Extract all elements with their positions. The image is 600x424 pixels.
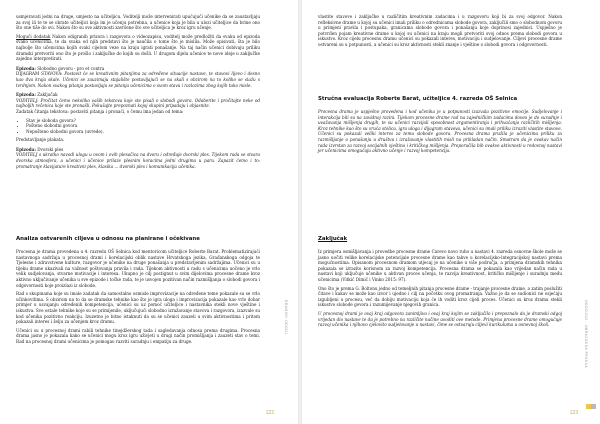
episode-2 [16,92,260,114]
episode-1 [16,66,260,88]
analysis-heading: Analiza ostvarenih ciljeva u odnosu na planirane i očekivane [16,236,200,242]
conclusion-paragraph-2: Ono što je prema G. Boltonu jedno od temeljnih pitanja procesne drame - trajanje procesne drame, a zatim poslužiti čitave i kakav se može kao izvor i ujedno i cilj na početku ovog promatranja. Važno je da se sudionici ne osjećaju izgubljeni u procesu, već da dobiju motivaciju koja će ih voditi kroz cijeli proces. Učenici su kroz dramu stekli iskustvo slobode govora i razumijevanje njegovih granica. [318,285,562,308]
list-item: • Stav je sloboda govora? [26,118,260,124]
conclusion-paragraph-3: U procesnoj drami je ovaj kraj odgovora zanimljivo i ovaj kraj kojim se zaključilo i prepoznalo da je dramski odgoj vrijedan dio nastave te da je potrebno na različite načine uvoditi ove metode. Primjena procesne drame omogućuje razvoj učenika i njihovo cjelovito sudjelovanje u nastavi, čime se ostvaruju ciljevi kurikuluma u osnovnoj školi. [318,310,562,328]
right-side-running-title: ODGOJNO - OBRAZOVNA PRAKSA [584,300,588,369]
evaluation-heading: Stručna evaluacija Roberte Barat, učiteljice 4. razreda OŠ Selnica [318,96,518,102]
right-top-block [318,14,562,51]
left-page-number: 122 [265,410,274,416]
right-top-paragraph: vlastite stavove i zaključke u različitim kreativnim zadacima i u razgovoru koji bi za svoj odgovor. Nakon refleksivne drame u kojoj su učenici imali priliku o odrednicama slobode govora, zaključili smo o slobodnom govoru u primjeni pravila i postupaka, granicama slobode govora i ponašanju koje doprinosi zajednici. Uspješno je potvrđen pojam kreativne drame u kojoj su učenici na kraju mogli pretvoriti svoj odnos prema slobodi govora u iskustvo. Kroz cijelu procesnu dramu učenici su pokazali interes, motivaciju i sudjelovanje. Ciljevi procesne drame ostvareni su u potpunosti, a učenici su kroz aktivnosti stekli znanje i vještine o slobodi govora i odgovornosti. [318,14,562,47]
media-label: Mogući dodatak [16,33,51,39]
episode-2-after: Predstavljanje plakata. [16,137,65,143]
media-paragraph [16,34,260,62]
left-top-block [16,14,260,172]
right-evaluation-block [318,96,562,157]
left-side-running-title: DRAMSKI ODGOJ [284,300,288,335]
episode-1-text: Postavit će se kreativnim pitanjima za određene situacije nastave, te stavovi lijevo i desno kao dva kraja skale. Učenici se zauzimaju stajalište postavljajući se na skali s obzirom na to koliko se slažu s tvrdnjom. Nakon svakog pitanja postavljaju se pitanja učenicima o svom stavu i razlozima zbog kojih tako misle. [16,71,260,88]
episode-2-title: Zaključak [37,92,58,98]
analysis-paragraph-1: Procesna je drama provedena u 4. razredu OŠ Selnica kod mentoricom učiteljice Roberte Barat. Problematizirajući nastavnoga sadržaja u procesnoj drami i korelacijski oblik nastave Hrvatskoga jezika, Građanskoga odgoja te Tjelesne i zdravstvene kulture, razgovor je učenike na druge ponašanja u predstavljenim sadržajima. Učenici su u tijeku drame ukazivali na važnost poštovanja pravila i rada. Tijekom aktivnosti u radu s učenicima uočeno je vrlo velik sudjelovanja, stvarne motivacije i interesa. Ukupno je cilj postignut u svim dijelovima procesne drame kroz aktivno uključivanje učenika u sve epizode i točke rada, te je usvojen pozitivan način razmišljanja o slobodi govora i odgovornosti koje proizlazi iz slobode. [16,249,260,288]
right-conclusion-block [318,236,562,331]
list-item: • Nepošteno slobodni govora (uvrede). [26,129,260,135]
left-page [0,0,298,424]
list-item: • Pošteno slobodni govora [26,123,260,129]
episode-3 [16,147,260,169]
grey-corner-swatch [591,404,596,409]
media-text: Nakon odigranih prizora i razgovora o videozapisu, voditelj može predložiti da svaku od epizoda svako ucenicima, te da svaka od njih predstavi što je naučila o tome što je mislila. Može opisivati, šta je bilo najbolje što učenicima kojih svaki cijelom veze na kraju igrati ponašanje. Na taj način učenici dobivaju priliku dramski pretvoriti ono što je prošlo i zaključke do kojih su došli. U drugom dijelu učenice te nove ideje u zaključke zajedno interpretirati. [16,33,260,62]
episode-1-label: Epizoda: [16,65,36,71]
left-analysis-block [16,236,260,348]
episode-2-label: Epizoda: [16,92,36,98]
conclusion-paragraph-1: Iz primjera osmišljavanja i provedbe procesne drame Carevo novo ruho u nastavi 4. razreda osnovne škole može se jasno uočiti velike korelacijske potencijale procesne drame kao takve u korelacijsko-integracijskoj nastavi prema mogućnostima. Opisanom procesnom dramom utjecaj je na učenike u više područja, a primjena dramskih tehnika pokazala se izrazito korisnom za razvoj kompetencija. Procesna drama se pokazala kao vrijedan način rada u nastavi koji uključuje učenike u aktivan proces učenja, te razvija kreativnost, kritičko mišljenje i suradnju među učenicima (Vitkić Dimić i Vinko 2015: 97). [318,249,562,282]
conclusion-heading: Zaključak [318,236,348,242]
right-page [302,0,600,424]
episode-2-text: VODITELJ: Pročitat ćemo nekoliko vaših tekstova koje ste pisali o slobodi govora. Odaberite i pročitajte neke od najboljih rečenica koje ste pronašli. Pokušajte prepoznati kojoj skupini pripadaju i objasnite. [16,97,260,109]
evaluation-paragraph: Procesna drama je uspješno provedena i kod učenika je u potpunosti izazvala pozitivne emocije. Sudjelovanje i interakcija bili su na zavidnoj razini. Tijekom procesne drame rad na zajedničkim zadacima doveo je do suradnje i uvažavanja mišljenja drugih, te su učenici razvijali sposobnost argumentiranja i prihvaćanja različitih mišljenja. Kroz tehnike kao što su vruća stolica, igra uloga i dijagram stavova, učenici su imali priliku izraziti vlastite stavove. Učenici su pokazali veliki interes za temu slobode govora. Procesna drama pružila je učenicima priliku za razmišljanje o ponašanju u društvu i izražavanje vlastitih misli na prikladan način. Smatram da je ovakav način rada izvrstan za razvoj socijalnih vještina i kritičkog mišljenja. Preporučila bih ovakve aktivnosti u redovnoj nastavi jer učenicima omogućuju aktivno učenje i razvoj kompetencija. [318,109,562,154]
episode-3-label: Epizoda: [16,146,36,152]
analysis-paragraph-3: Učenici su u procesnoj drami rabili tehnike tinejdžerskog tada i sagledavanja odnosa prema drugima. Procesna drama jasno je pokazala kako se učenici mogu kroz igru uživjeti u drugi način promišljanja i zauzeti stav o temi. Rad na procesnoj drami učenicima je pomogao razviti suradnju i empatiju za druge. [16,327,260,344]
episode-2-bullets [16,118,260,135]
episode-1-diagram: DIJAGRAM STAVOVA: [16,71,63,77]
episode-3-title: Dvorski ples [37,146,64,152]
episode-3-text: VODITELJ s ukratko navodi ulogu u ovom i ovih plesačica na dvoru i određuje dvorski ples. Tijekom rada se stvara dvorska atmosfera, a učenici i učenice prilaze plesnim koracima jedni drugima u paru. Zapazit ćemo i to: promatranje klavijature kreativni ples, klasika ... dvorski ples i komunikacija učenika. [16,152,260,169]
left-top-paragraph: usmjeravati jedni na druge, umjesto na učiteljicu. Voditelji može intervenirati upućujući učenike da se zaustavljaju za svoj ili te te se obrate učiteljici koja im je učenju potrebna, a učenice koja je bila u ulozi učiteljice da brine ono što one tiše do svi. Nakon što su sve aktivnosti završene što sve učiteljica je kroz igru učenje. [16,14,260,31]
right-page-number: 123 [569,410,578,416]
episode-1-title: Slobodno govoru - pro et contra [37,65,105,71]
analysis-paragraph-2: Rad s skupinama koje su imale zadatak da samostalno osmisle improvizacije na određene teme pokazale su se vrlo učinkovitima. S obzirom na to da se dramske tehnike kao što je igra uloga i improvizacija pokazale kao vrlo dobar primjer u usvajanju određenih kompetencija, učenici su uz pomoć učiteljice i nastavnika stekli nove vještine i iskustva. Sve ostale tehnike koje su se primijenile, uključujući slobodno izražavanje stavova i razgovora, izazvale su kod učenika pozitivno reakciju. Izuzetno je bitno istaknuti da su se učenici zauzeli u svim aktivnostima i pritom pokazali interes i želju za učenjem kroz dramu. [16,291,260,325]
episode-2-intro: Zadatak čitanja tekstova: postaviti pitanja i pronaći, o čemu ima jedan od tema: [16,108,184,114]
